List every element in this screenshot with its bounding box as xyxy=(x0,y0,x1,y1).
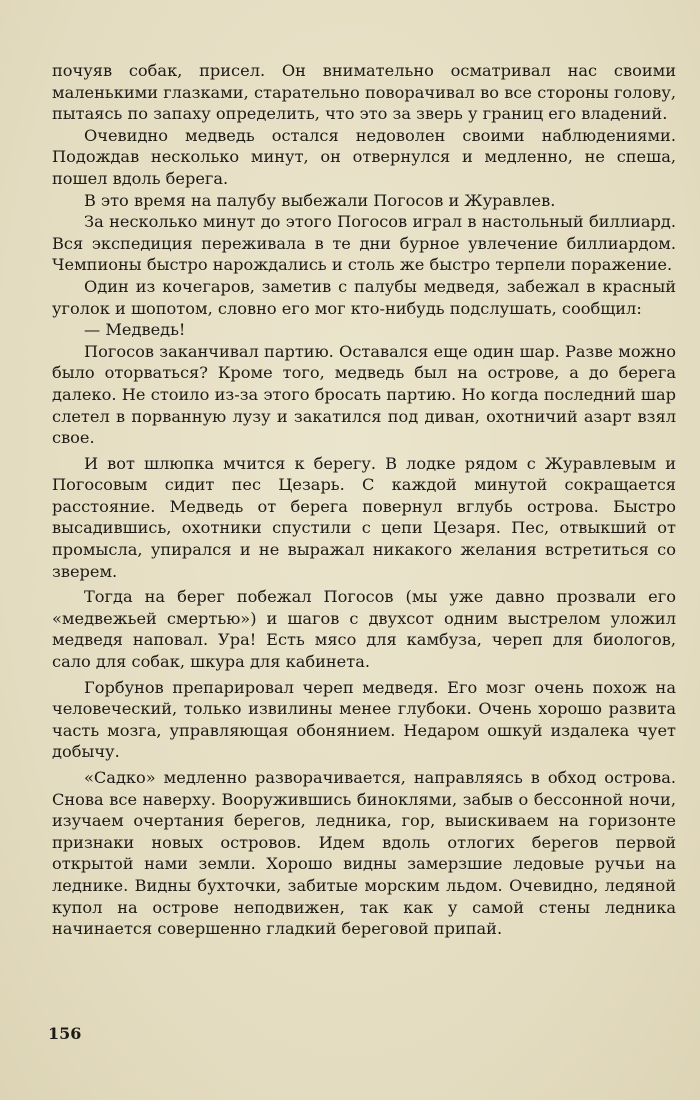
paragraph: Горбунов препарировал череп медведя. Его мозг очень похож на человеческий, только извилины менее глубоки. Очень хорошо развита часть мозга, управляющая обонянием. Недаром ошкуй издалека чует добычу. xyxy=(52,677,676,762)
paragraph: И вот шлюпка мчится к берегу. В лодке рядом с Журавлевым и Погосовым сидит пес Цезарь. С каждой минутой сокращается расстояние. Медведь от берега повернул вглубь острова. Быстро высадившись, охотники спустили с цепи Цезаря. Пес, отвыкший от промысла, упирался и не выражал никакого желания встретиться со зверем. xyxy=(52,453,676,581)
paragraph: почуяв собак, присел. Он внимательно осматривал нас своими маленькими глазками, старательно поворачивал во все стороны голову, пытаясь по запаху определить, что это за зверь у границ его владений. xyxy=(52,61,676,124)
paragraph: — Медведь! xyxy=(84,320,186,340)
paragraph: За несколько минут до этого Погосов играл в настольный биллиард. Вся экспедиция переживала в те дни бурное увлечение биллиардом. Чемпионы быстро нарождались и столь же быстро терпели поражение. xyxy=(52,212,676,275)
paragraph: Погосов заканчивал партию. Оставался еще один шар. Разве можно было оторваться? Кроме того, медведь был на острове, а до берега далеко. Не стоило из-за этого бросать партию. Но когда последний шар слетел в порванную лузу и закатился под диван, охотничий азарт взял свое. xyxy=(52,341,676,448)
paragraph: В это время на палубу выбежали Погосов и Журавлев. xyxy=(84,190,556,210)
page-text xyxy=(52,60,676,940)
paragraph: «Садко» медленно разворачивается, направляясь в обход острова. Снова все наверху. Вооружившись биноклями, забыв о бессонной ночи, изучаем очертания берегов, ледника, гор, выискиваем на горизонте признаки новых островов. Идем вдоль отлогих берегов первой открытой нами земли. Хорошо видны замерзшие ледовые ручьи на леднике. Видны бухточки, забитые морским льдом. Очевидно, ледяной купол на острове неподвижен, так как у самой стены ледника начинается совершенно гладкий береговой припай. xyxy=(52,768,676,939)
paragraph: Тогда на берег побежал Погосов (мы уже давно прозвали его «медвежьей смертью») и шагов с двухсот одним выстрелом уложил медведя наповал. Ура! Есть мясо для камбуза, череп для биологов, сало для собак, шкура для кабинета. xyxy=(52,587,676,672)
paragraph: Очевидно медведь остался недоволен своими наблюдениями. Подождав несколько минут, он отвернулся и медленно, не спеша, пошел вдоль берега. xyxy=(52,125,676,188)
paragraph: Один из кочегаров, заметив с палубы медведя, забежал в красный уголок и шопотом, словно его мог кто-нибудь подслушать, сообщил: xyxy=(52,276,676,318)
page-number: 156 xyxy=(48,1024,82,1043)
